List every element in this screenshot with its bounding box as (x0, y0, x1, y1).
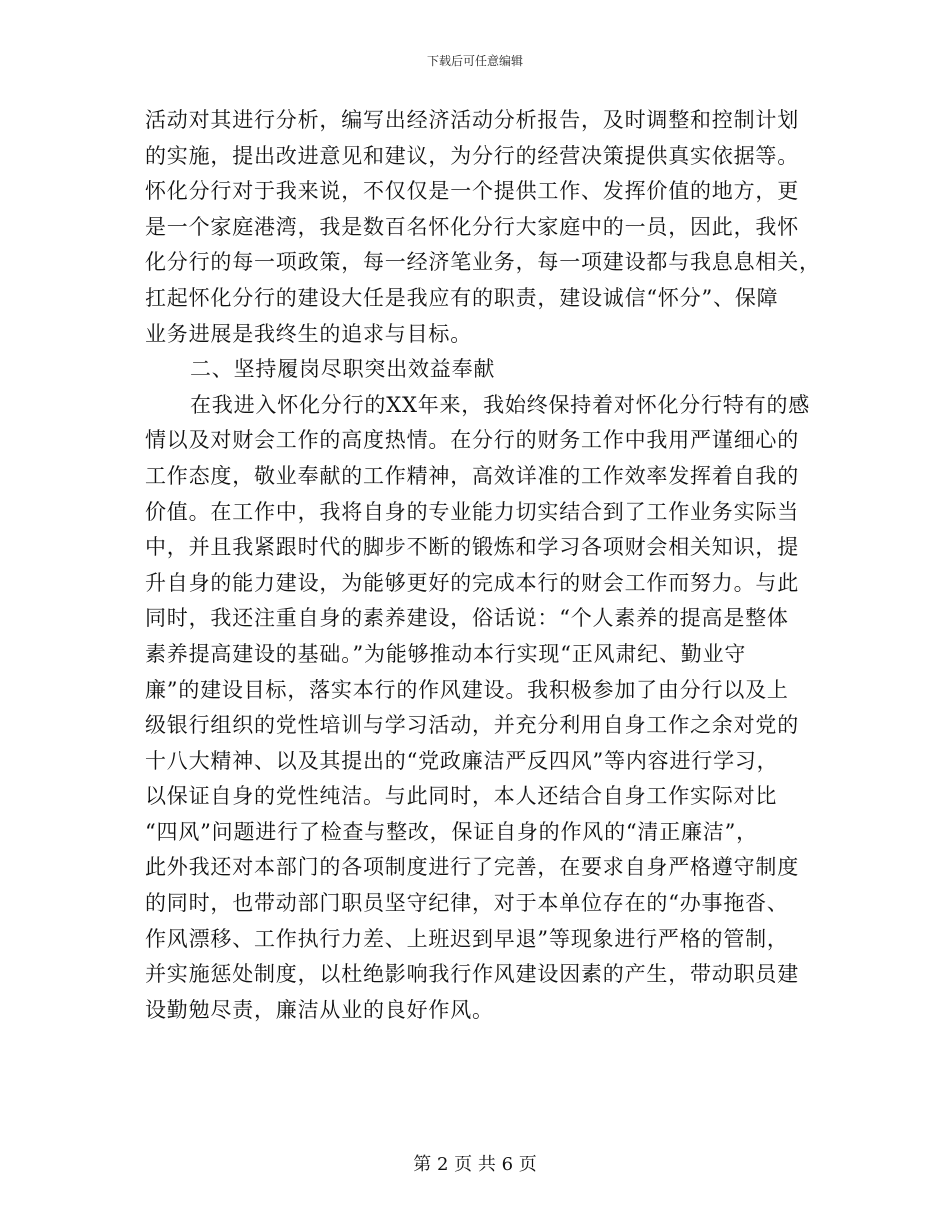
paragraph-line: 作风漂移、工作执行力差、上班迟到早退”等现象进行严格的管制， (145, 926, 789, 951)
paragraph-line: 此外我还对本部门的各项制度进行了完善，在要求自身严格遵守制度 (145, 855, 799, 880)
paragraph-line: “四风”问题进行了检查与整改，保证自身的作风的“清正廉洁”， (145, 819, 758, 844)
paragraph-line: 级银行组织的党性培训与学习活动，并充分利用自身工作之余对党的 (145, 713, 799, 738)
paragraph-line: 廉”的建设目标，落实本行的作风建设。我积极参加了由分行以及上 (145, 677, 789, 702)
paragraph-line: 工作态度，敬业奉献的工作精神，高效详准的工作效率发挥着自我的 (145, 463, 799, 488)
paragraph-line: 同时，我还注重自身的素养建设，俗话说：“个人素养的提高是整体 (145, 606, 789, 631)
page-header: 下载后可任意编辑 (426, 54, 523, 68)
paragraph-line: 以保证自身的党性纯洁。与此同时，本人还结合自身工作实际对比 (145, 784, 778, 809)
paragraph-line: 设勤勉尽责，廉洁从业的良好作风。 (145, 997, 494, 1022)
paragraph-line: 中，并且我紧跟时代的脚步不断的锻炼和学习各项财会相关知识，提 (145, 535, 799, 560)
paragraph-line: 十八大精神、以及其提出的“党政廉洁严反四风”等内容进行学习， (145, 748, 779, 773)
paragraph-line: 在我进入怀化分行的XX年来，我始终保持着对怀化分行特有的感 (190, 392, 811, 417)
paragraph-line: 升自身的能力建设，为能够更好的完成本行的财会工作而努力。与此 (145, 570, 799, 595)
paragraph-line: 并实施惩处制度，以杜绝影响我行作风建设因素的产生，带动职员建 (145, 962, 799, 987)
paragraph-line: 怀化分行对于我来说，不仅仅是一个提供工作、发挥价值的地方，更 (145, 179, 799, 204)
paragraph-line: 是一个家庭港湾，我是数百名怀化分行大家庭中的一员，因此，我怀 (145, 214, 799, 239)
section-heading: 二、坚持履岗尽职突出效益奉献 (190, 357, 496, 382)
page-number: 第 2 页 共 6 页 (413, 1154, 537, 1175)
paragraph-line: 价值。在工作中，我将自身的专业能力切实结合到了工作业务实际当 (145, 499, 799, 524)
paragraph-line: 情以及对财会工作的高度热情。在分行的财务工作中我用严谨细心的 (145, 428, 799, 453)
paragraph-line: 素养提高建设的基础。”为能够推动本行实现“正风肃纪、勤业守 (145, 641, 747, 666)
paragraph-line: 化分行的每一项政策，每一经济笔业务，每一项建设都与我息息相关， (145, 250, 821, 275)
paragraph-line: 的同时，也带动部门职员坚守纪律，对于本单位存在的“办事拖沓、 (145, 891, 789, 916)
paragraph-line: 扛起怀化分行的建设大任是我应有的职责，建设诚信“怀分”、保障 (145, 285, 779, 310)
paragraph-line: 的实施，提出改进意见和建议，为分行的经营决策提供真实依据等。 (145, 143, 799, 168)
paragraph-line: 活动对其进行分析，编写出经济活动分析报告，及时调整和控制计划 (145, 108, 799, 132)
paragraph-line: 业务进展是我终生的追求与目标。 (145, 321, 472, 346)
document-body (145, 103, 821, 1028)
